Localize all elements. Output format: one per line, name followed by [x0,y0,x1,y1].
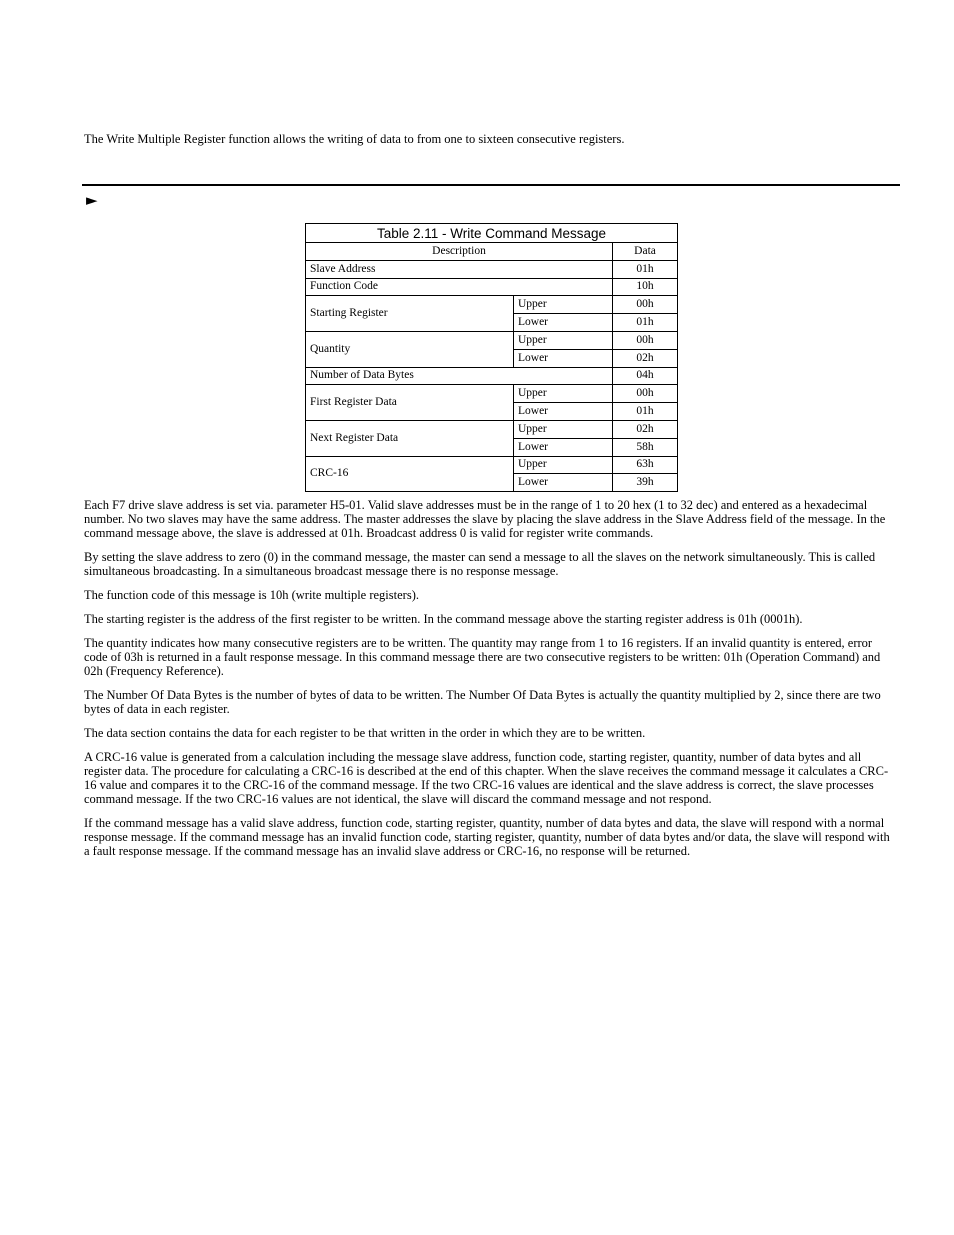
paragraph-slave-address: Each F7 drive slave address is set via. parameter H5-01. Valid slave addresses must be in the range of 1 to 20 hex (1 to 32 dec) and entered as a hexadecimal number. No two slaves may have the same address. The master addresses the slave by placing the slave address in the Slave Address field of the message. In the command message above, the slave is addressed at 01h. Broadcast address 0 is valid for register write commands. [84,498,886,540]
row-value: 02h [613,349,678,367]
arrow-right-icon: ► [86,191,98,209]
table-row [306,385,678,403]
row-label: Quantity [306,331,514,367]
byte-label: Upper [514,385,613,403]
byte-label: Upper [514,420,613,438]
section-divider [82,184,900,186]
table-caption: Table 2.11 - Write Command Message [306,224,678,243]
row-value: 58h [613,438,678,456]
row-value: 02h [613,420,678,438]
table-row [306,456,678,474]
paragraph-broadcast: By setting the slave address to zero (0) in the command message, the master can send a message to all the slaves on the network simultaneously. This is called simultaneous broadcasting. In a simultaneous broadcast message there is no response message. [84,550,876,578]
header-data: Data [613,243,678,261]
row-label: Next Register Data [306,420,514,456]
row-value: 00h [613,296,678,314]
row-value: 01h [613,314,678,332]
table-row [306,367,678,385]
row-value: 00h [613,385,678,403]
byte-label: Upper [514,456,613,474]
paragraph-response: If the command message has a valid slave address, function code, starting register, quantity, number of data bytes and data, the slave will respond with a normal response message. If the command message has an invalid function code, starting register, quantity, number of data bytes and/or data, the slave will respond with a fault response message. If the command message has an invalid slave address or CRC-16, no response will be returned. [84,816,890,858]
byte-label: Lower [514,474,613,492]
byte-label: Lower [514,314,613,332]
table-row [306,420,678,438]
row-label: CRC-16 [306,456,514,492]
paragraph-data-section: The data section contains the data for each register to be that written in the order in which they are to be written. [84,726,646,740]
header-description: Description [306,243,613,261]
row-value: 10h [613,278,678,296]
paragraph-starting-register: The starting register is the address of the first register to be written. In the command message above the starting register address is 01h (0001h). [84,612,803,626]
row-value: 00h [613,331,678,349]
row-label: Function Code [306,278,613,296]
write-command-table [305,223,678,492]
row-value: 04h [613,367,678,385]
byte-label: Upper [514,296,613,314]
table-row [306,331,678,349]
row-label: First Register Data [306,385,514,421]
paragraph-crc16: A CRC-16 value is generated from a calculation including the message slave address, function code, starting register, quantity, number of data bytes and all register data. The procedure for calculating a CRC-16 is described at the end of this chapter. When the slave receives the command message it calculates a CRC-16 value and compares it to the CRC-16 of the command message. If the two CRC-16 values are identical and the slave address is correct, the slave processes command message. If the two CRC-16 values are not identical, the slave will discard the command message and not respond. [84,750,889,806]
table-row [306,278,678,296]
paragraph-function-code: The function code of this message is 10h (write multiple registers). [84,588,419,602]
row-value: 01h [613,260,678,278]
row-label: Slave Address [306,260,613,278]
byte-label: Lower [514,349,613,367]
paragraph-data-bytes: The Number Of Data Bytes is the number of bytes of data to be written. The Number Of Data Bytes is actually the quantity multiplied by 2, since there are two bytes of data in each register. [84,688,881,716]
byte-label: Lower [514,403,613,421]
table-row [306,296,678,314]
byte-label: Lower [514,438,613,456]
intro-paragraph: The Write Multiple Register function allows the writing of data to from one to sixteen consecutive registers. [84,132,625,146]
paragraph-quantity: The quantity indicates how many consecutive registers are to be written. The quantity may range from 1 to 16 registers. If an invalid quantity is entered, error code of 03h is returned in a fault response message. In this command message there are two consecutive registers to be written: 01h (Operation Command) and 02h (Frequency Reference). [84,636,881,678]
table-row [306,260,678,278]
body-text [84,498,896,868]
row-value: 01h [613,403,678,421]
row-label: Starting Register [306,296,514,332]
row-value: 63h [613,456,678,474]
row-value: 39h [613,474,678,492]
byte-label: Upper [514,331,613,349]
row-label: Number of Data Bytes [306,367,613,385]
